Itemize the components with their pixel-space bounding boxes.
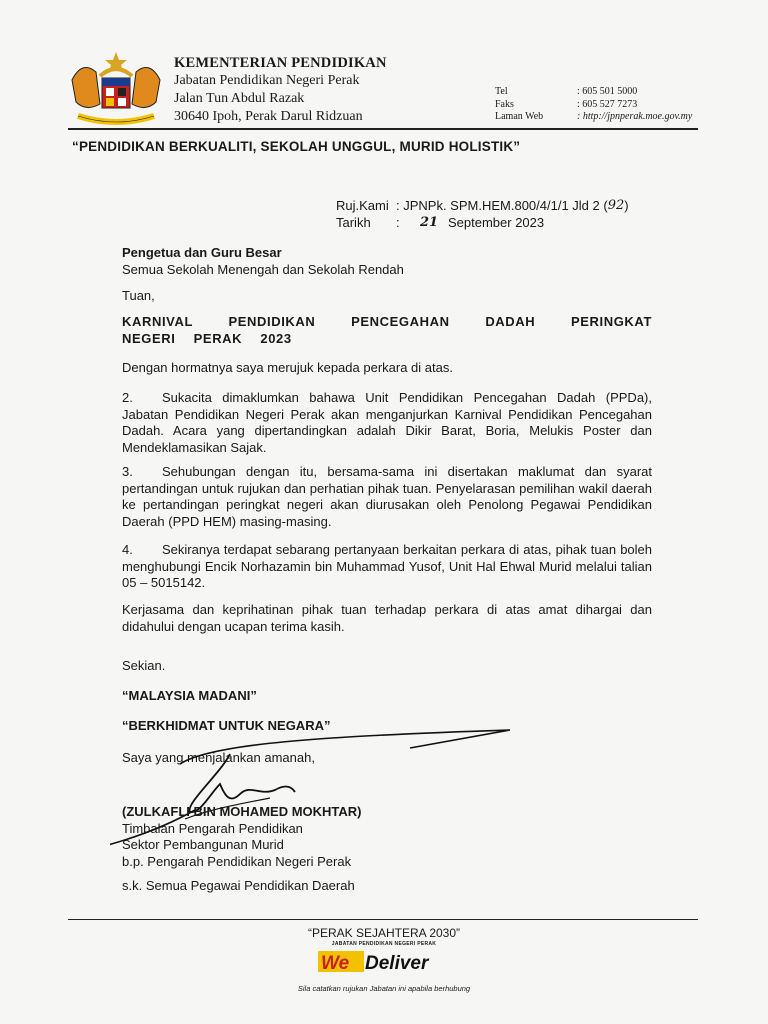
signatory-name: (ZULKAFLI BIN MOHAMED MOKHTAR) xyxy=(122,804,362,819)
paragraph-text: Sukacita dimaklumkan bahawa Unit Pendidikan Pencegahan Dadah (PPDa), Jabatan Pendidikan Negeri Perak akan menganjurkan Karnival Pendidikan Pencegahan Dadah. Acara yang dipertandingkan adalah Dikir Barat, Boria, Melukis Poster dan Mendeklamasikan Sajak. xyxy=(122,390,652,455)
paragraph-text: Sekiranya terdapat sebarang pertanyaan berkaitan perkara di atas, pihak tuan boleh menghubungi Encik Norhazamin bin Muhammad Yusof, Unit Hal Ehwal Murid melalui talian 05 – 5015142. xyxy=(122,542,652,590)
footer-motto: “PERAK SEJAHTERA 2030” xyxy=(307,926,461,940)
paragraph-number: 2. xyxy=(122,390,133,405)
ref-label: Ruj.Kami xyxy=(336,198,389,213)
coat-of-arms-logo xyxy=(64,50,168,130)
contact-value: : 605 501 5000 xyxy=(577,86,638,97)
date-value: September 2023 xyxy=(448,215,545,230)
signatory-line: Timbalan Pengarah Pendidikan xyxy=(122,820,303,836)
svg-text:Deliver: Deliver xyxy=(365,953,429,974)
paragraph-3 xyxy=(122,464,652,530)
address-line: Jalan Tun Abdul Razak xyxy=(174,91,305,106)
paragraph-text: Sehubungan dengan itu, bersama-sama ini disertakan maklumat dan syarat pertandingan untuk rujukan dan perhatian pihak tuan. Penyelarasan pemilihan wakil daerah ke pertandingan peringkat negeri akan diurusakan oleh Penolong Pegawai Pendidikan Daerah (PPD HEM) masing-masing. xyxy=(122,464,652,529)
ref-handwritten-number: 92 xyxy=(607,198,625,213)
contact-value: : 605 527 7273 xyxy=(577,98,638,110)
paragraph-1: Dengan hormatnya saya merujuk kepada perkara di atas. xyxy=(122,360,453,375)
footer-divider xyxy=(68,919,698,920)
date-label: Tarikh xyxy=(336,215,371,230)
contact-label: Faks xyxy=(495,98,514,110)
recipient-line: Semua Sekolah Menengah dan Sekolah Rendah xyxy=(122,261,404,277)
footer-logo-caption: JABATAN PENDIDIKAN NEGERI PERAK xyxy=(331,941,437,947)
slogan-berkhidmat: “BERKHIDMAT UNTUK NEGARA” xyxy=(122,718,331,733)
paragraph-2 xyxy=(122,390,652,456)
paragraph-4 xyxy=(122,542,652,592)
contact-value: : http://jpnperak.moe.gov.my xyxy=(577,111,693,122)
slogan-madani: “MALAYSIA MADANI” xyxy=(122,688,257,703)
ministry-name: KEMENTERIAN PENDIDIKAN xyxy=(174,55,387,71)
date-colon: : xyxy=(396,215,400,230)
trust-line: Saya yang menjalankan amanah, xyxy=(122,750,315,765)
footer-note: Sila catatkan rujukan Jabatan ini apabila berhubung xyxy=(297,984,471,993)
reference-block xyxy=(336,197,629,231)
contact-block xyxy=(495,86,692,124)
address-line: Jabatan Pendidikan Negeri Perak xyxy=(174,73,360,88)
recipient-block xyxy=(122,245,652,278)
paragraph-number: 3. xyxy=(122,464,133,479)
paragraph-5: Kerjasama dan keprihatinan pihak tuan terhadap perkara di atas amat dihargai dan didahului dengan ucapan terima kasih. xyxy=(122,602,652,634)
header-divider xyxy=(68,128,698,130)
signatory-line: Sektor Pembangunan Murid xyxy=(122,837,284,852)
ministry-motto: “PENDIDIKAN BERKUALITI, SEKOLAH UNGGUL, MURID HOLISTIK” xyxy=(72,139,521,154)
address-line: 30640 Ipoh, Perak Darul Ridzuan xyxy=(174,109,363,124)
cc-line: s.k. Semua Pegawai Pendidikan Daerah xyxy=(122,878,355,893)
ref-value: : JPNPk. SPM.HEM.800/4/1/1 Jld 2 ( xyxy=(396,198,608,213)
contact-label: Laman Web xyxy=(495,111,544,122)
signatory-block xyxy=(122,804,652,870)
closing: Sekian. xyxy=(122,658,166,673)
svg-text:We: We xyxy=(321,953,350,974)
ref-close: ) xyxy=(624,198,629,213)
subject: KARNIVAL PENDIDIKAN PENCEGAHAN DADAH PERINGKAT NEGERI PERAK 2023 xyxy=(122,314,652,346)
salutation: Tuan, xyxy=(122,288,155,303)
signatory-line: b.p. Pengarah Pendidikan Negeri Perak xyxy=(122,853,352,869)
recipient-title: Pengetua dan Guru Besar xyxy=(122,245,282,260)
we-deliver-logo xyxy=(318,948,448,974)
date-handwritten-day: 21 xyxy=(420,215,439,230)
contact-label: Tel xyxy=(495,86,508,97)
letterhead-address xyxy=(174,54,387,126)
paragraph-number: 4. xyxy=(122,542,133,557)
